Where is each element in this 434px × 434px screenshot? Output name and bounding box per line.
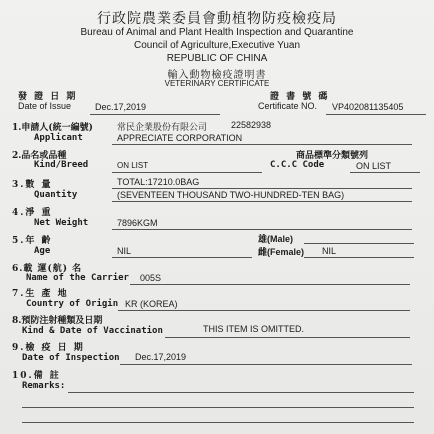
origin-label: Country of Origin <box>26 299 119 309</box>
net-weight-value: 7896KGM <box>117 218 158 228</box>
vaccination-value: THIS ITEM IS OMITTED. <box>203 324 304 334</box>
ccc-value: ON LIST <box>356 161 392 171</box>
vaccination-label: Kind & Date of Vaccination <box>22 326 163 336</box>
net-weight-label-chinese: 4.淨 重 <box>12 208 53 218</box>
net-weight-label: Net Weight <box>34 218 89 228</box>
quantity-underline-2 <box>112 201 412 202</box>
net-weight-underline <box>112 229 412 230</box>
remarks-line-2 <box>22 407 414 408</box>
quantity-label-chinese: 3.數 量 <box>12 180 53 190</box>
applicant-underline <box>112 144 412 145</box>
remarks-line-3 <box>22 422 414 423</box>
age-label: Age <box>34 246 51 256</box>
carrier-underline <box>130 284 410 285</box>
female-value: NIL <box>322 246 337 256</box>
issue-date-underline <box>90 114 220 115</box>
origin-label-chinese: 7.生 產 地 <box>12 289 69 299</box>
ccc-label-chinese: 商品標準分類號列 <box>296 151 369 161</box>
kind-underline <box>112 172 262 173</box>
applicant-name-chinese: 常民企業股份有限公司 <box>117 122 208 132</box>
kind-label-chinese: 2.品名或品種 <box>12 151 67 161</box>
cert-no-underline <box>326 114 426 115</box>
cert-no-label-chinese: 證 書 號 碼 <box>270 92 330 102</box>
vaccination-label-chinese: 8.預防注射種類及日期 <box>12 316 103 326</box>
issue-date-label: Date of Issue <box>18 101 72 111</box>
female-label: 雌(Female) <box>258 247 305 257</box>
applicant-id: 22582938 <box>231 120 272 130</box>
remarks-label-chinese: 10.備 註 <box>12 371 61 381</box>
ccc-underline <box>350 172 420 173</box>
carrier-value: 005S <box>140 273 162 283</box>
ccc-label: C.C.C Code <box>270 160 325 170</box>
applicant-value: APPRECIATE CORPORATION <box>117 133 243 143</box>
title-english-line1: Bureau of Animal and Plant Health Inspection and Quarantine <box>80 27 354 38</box>
age-label-chinese: 5.年 齡 <box>12 236 53 246</box>
inspection-value: Dec.17,2019 <box>135 352 187 362</box>
title-chinese: 行政院農業委員會動植物防疫檢疫局 <box>97 11 337 27</box>
inspection-label-chinese: 9.檢 疫 日 期 <box>12 343 85 353</box>
quantity-value-1: TOTAL:17210.0BAG <box>117 177 200 187</box>
cert-no-label: Certificate NO. <box>258 101 318 111</box>
age-value: NIL <box>117 246 132 256</box>
issue-date-label-chinese: 發 證 日 期 <box>18 92 78 102</box>
vaccination-underline <box>165 337 410 338</box>
female-underline <box>304 257 414 258</box>
remarks-label: Remarks: <box>22 381 66 391</box>
age-underline <box>112 257 252 258</box>
certificate-title-english: VETERINARY CERTIFICATE <box>164 79 270 88</box>
quantity-underline-1 <box>112 188 412 189</box>
cert-no-value: VP402081135405 <box>332 102 404 112</box>
carrier-label-chinese: 6.載 運(航) 名 <box>12 264 83 274</box>
male-underline <box>304 243 414 244</box>
origin-value: KR (KOREA) <box>125 299 178 309</box>
carrier-label: Name of the Carrier <box>26 273 129 283</box>
applicant-label: Applicant <box>34 133 83 143</box>
applicant-label-chinese: 1.申請人(統一編號) <box>12 123 93 133</box>
inspection-label: Date of Inspection <box>22 353 120 363</box>
remarks-line-1 <box>68 392 414 393</box>
country-name: REPUBLIC OF CHINA <box>166 53 268 64</box>
kind-label: Kind/Breed <box>34 160 89 170</box>
title-english-line2: Council of Agriculture,Executive Yuan <box>133 40 301 51</box>
inspection-underline <box>120 364 412 365</box>
quantity-label: Quantity <box>34 190 78 200</box>
quantity-value-2: (SEVENTEEN THOUSAND TWO-HUNDRED-TEN BAG) <box>117 190 345 200</box>
issue-date-value: Dec.17,2019 <box>95 102 147 112</box>
kind-value: ON LIST <box>117 161 149 170</box>
male-label: 雄(Male) <box>258 234 294 244</box>
origin-underline <box>118 310 410 311</box>
certificate-title-chinese: 輸入動物檢疫證明書 <box>167 70 267 81</box>
